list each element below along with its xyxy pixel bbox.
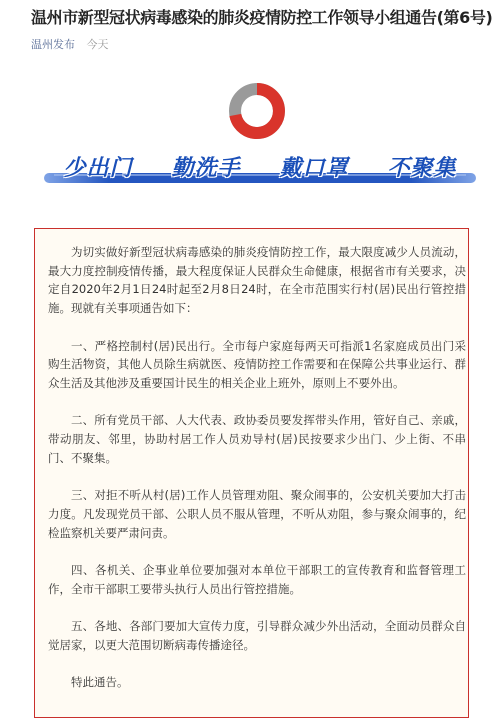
notice-body [48,243,466,710]
article-meta [31,36,109,52]
notice-item-4: 四、各机关、企事业单位要加强对本单位干部职工的宣传教育和监督管理工作，全市干部职工要带头执行人员出行管控措施。 [48,562,466,596]
slogan-no-gathering: 不聚集 [387,155,457,181]
notice-item-3: 三、对拒不听从村(居)工作人员管理劝阻、聚众闹事的，公安机关要加大打击力度。凡发现党员干部、公职人员不服从管理，不听从劝阻，参与聚众闹事的，纪检监察机关要严肃问责。 [48,488,466,540]
ring-logo-icon [228,82,286,140]
slogan-wash-hands: 勤洗手 [171,155,241,181]
slogan-row [44,150,476,182]
notice-closing: 特此通告。 [71,675,129,690]
notice-item-1: 一、严格控制村(居)民出行。全市每户家庭每两天可指派1名家庭成员出门采购生活物资，其他人员除生病就医、疫情防控工作需要和在保障公共事业运行、群众生活及其他涉及重要国计民生的相关企业上班外，原则上不要外出。 [48,338,466,390]
article-title: 温州市新型冠状病毒感染的肺炎疫情防控工作领导小组通告(第6号) [31,8,493,27]
notice-intro: 为切实做好新型冠状病毒感染的肺炎疫情防控工作，最大限度减少人员流动，最大力度控制疫情传播，最大程度保证人民群众生命健康，根据省市有关要求，决定自2020年2月1日24时起至2月8日24时，在全市范围实行村(居)民出行管控措施。现就有关事项通告如下： [48,245,466,316]
slogan-wear-mask: 戴口罩 [279,155,349,181]
notice-item-2: 二、所有党员干部、人大代表、政协委员要发挥带头作用，管好自己、亲戚，带动朋友、邻里，协助村居工作人员劝导村(居)民按要求少出门、少上街、不串门、不聚集。 [48,413,466,465]
source-link[interactable]: 温州发布 [31,38,75,51]
publish-date: 今天 [86,38,109,51]
slogan-stay-home: 少出门 [63,155,133,181]
notice-item-5: 五、各地、各部门要加大宣传力度，引导群众减少外出活动，全面动员群众自觉居家，以更大范围切断病毒传播途径。 [48,618,466,652]
